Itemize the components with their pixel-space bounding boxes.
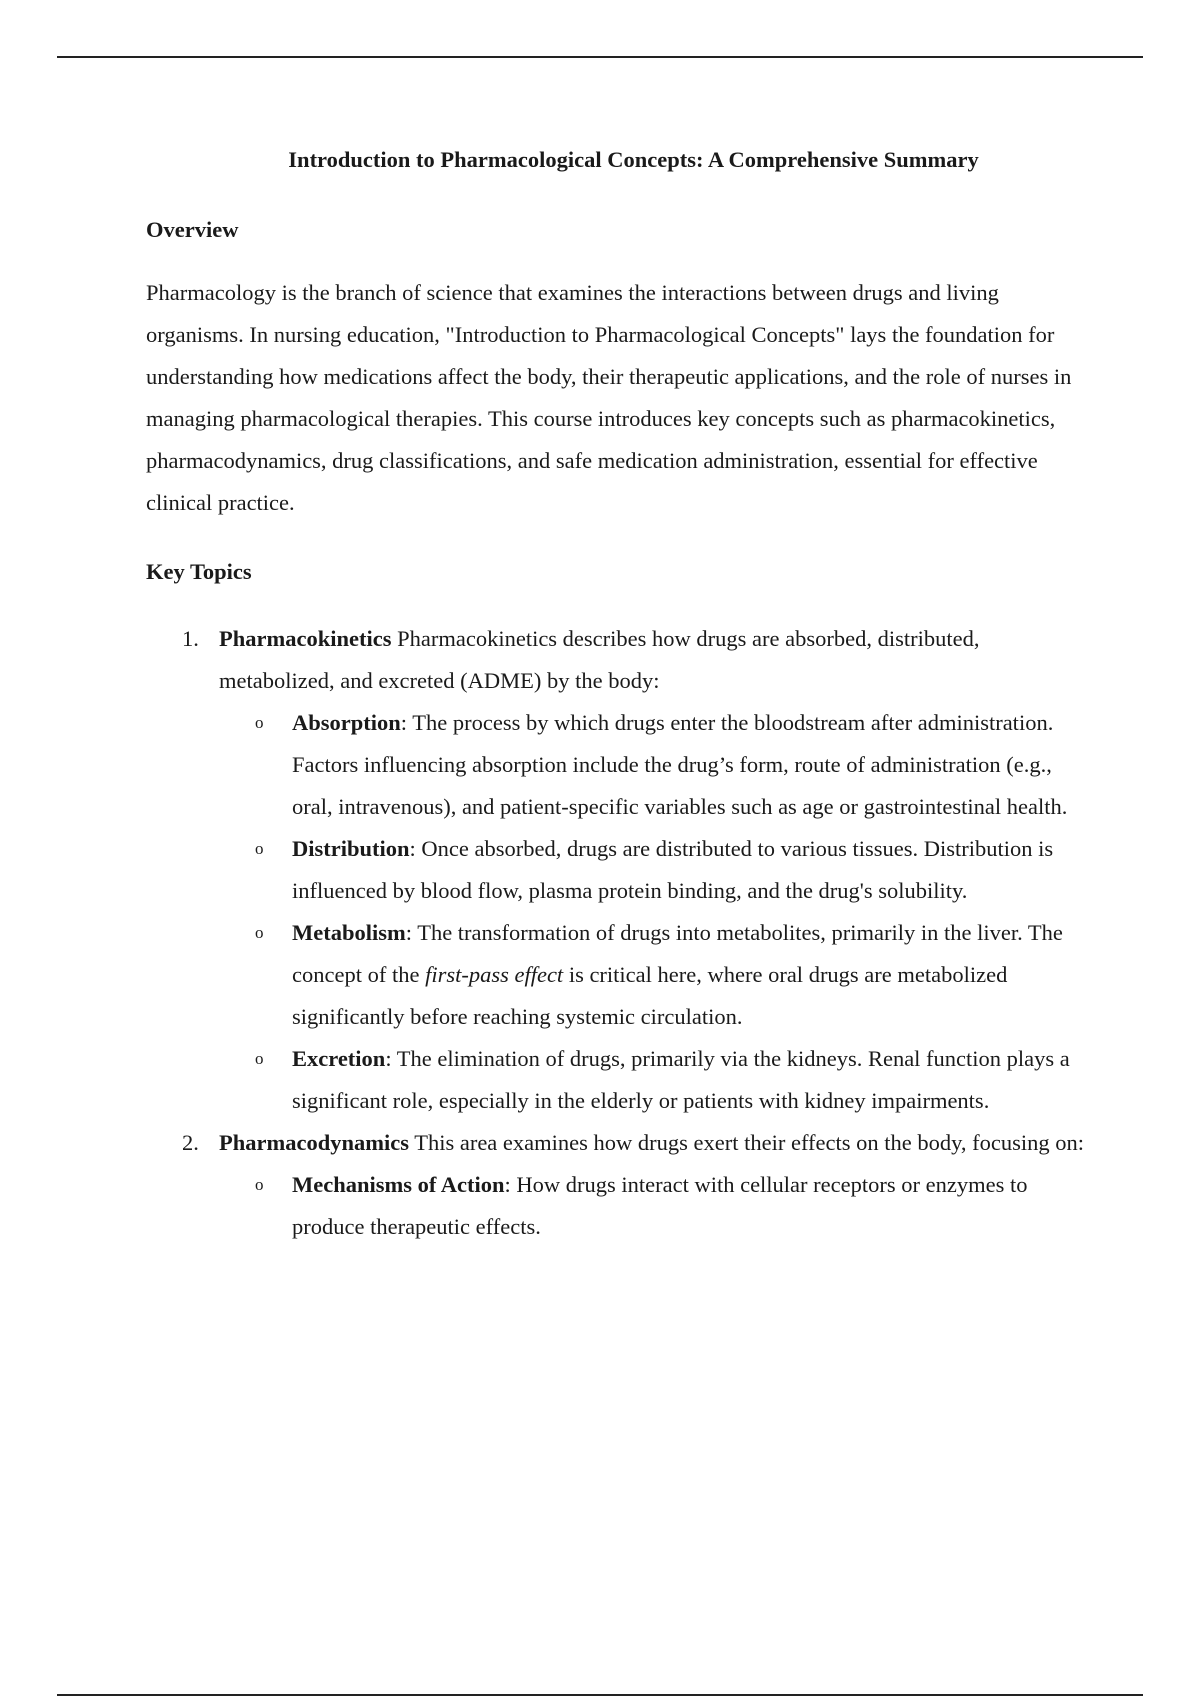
subtopic-term: Distribution (292, 836, 410, 861)
topic-text: This area examines how drugs exert their effects on the body, focusing on: (409, 1130, 1085, 1155)
subtopic-term: Absorption (292, 710, 401, 735)
topic-text: Pharmacokinetics describes how drugs are absorbed, distributed, metabolized, and excreted (ADME) by the body: (219, 626, 980, 693)
subtopic-text: : The transformation of drugs into metabolites, primarily in the liver. The concept of the (292, 920, 1063, 987)
subtopic-term: Mechanisms of Action (292, 1172, 505, 1197)
topic-number: 1. (182, 626, 199, 651)
topic-number: 2. (182, 1130, 199, 1155)
bullet-icon: o (255, 1049, 264, 1068)
topic-item-pharmacodynamics (182, 1122, 1096, 1248)
topic-item-pharmacokinetics (182, 618, 1096, 1122)
bottom-rule (57, 1694, 1143, 1696)
bullet-icon: o (255, 923, 264, 942)
subtopic-text: : The process by which drugs enter the bloodstream after administration. Factors influencing absorption include the drug’s form, route of administration (e.g., oral, intravenous), and patient-specific variables such as age or gastrointestinal health. (292, 710, 1068, 819)
subtopic-text: : How drugs interact with cellular receptors or enzymes to produce therapeutic effects. (292, 1172, 1028, 1239)
subtopic-text-continued: is critical here, where oral drugs are metabolized significantly before reaching systemic circulation. (292, 962, 1008, 1029)
subtopic-item-metabolism (255, 912, 1096, 1038)
top-rule (57, 56, 1143, 58)
subtopic-list (219, 702, 1096, 1122)
subtopic-term: Metabolism (292, 920, 406, 945)
subtopic-list (219, 1164, 1096, 1248)
subtopic-text: : The elimination of drugs, primarily via the kidneys. Renal function plays a significant role, especially in the elderly or patients with kidney impairments. (292, 1046, 1070, 1113)
key-topics-heading: Key Topics (146, 559, 252, 584)
topic-term: Pharmacodynamics (219, 1130, 409, 1155)
subtopic-emphasis: first-pass effect (425, 962, 564, 987)
topic-term: Pharmacokinetics (219, 626, 392, 651)
subtopic-term: Excretion (292, 1046, 386, 1071)
overview-heading: Overview (146, 217, 239, 242)
subtopic-item-excretion (255, 1038, 1096, 1122)
document-body (146, 140, 1096, 1248)
document-title: Introduction to Pharmacological Concepts: A Comprehensive Summary (288, 147, 979, 172)
bullet-icon: o (255, 1175, 264, 1194)
subtopic-text: : Once absorbed, drugs are distributed to various tissues. Distribution is influenced by blood flow, plasma protein binding, and the drug's solubility. (292, 836, 1054, 903)
bullet-icon: o (255, 839, 264, 858)
overview-paragraph: Pharmacology is the branch of science that examines the interactions between drugs and living organisms. In nursing education, "Introduction to Pharmacological Concepts" lays the foundation for understanding how medications affect the body, their therapeutic applications, and the role of nurses in managing pharmacological therapies. This course introduces key concepts such as pharmacokinetics, pharmacodynamics, drug classifications, and safe medication administration, essential for effective clinical practice. (146, 280, 1072, 515)
subtopic-item-distribution (255, 828, 1096, 912)
bullet-icon: o (255, 713, 264, 732)
key-topics-list (146, 618, 1096, 1248)
subtopic-item-mechanisms-of-action (255, 1164, 1096, 1248)
subtopic-item-absorption (255, 702, 1096, 828)
